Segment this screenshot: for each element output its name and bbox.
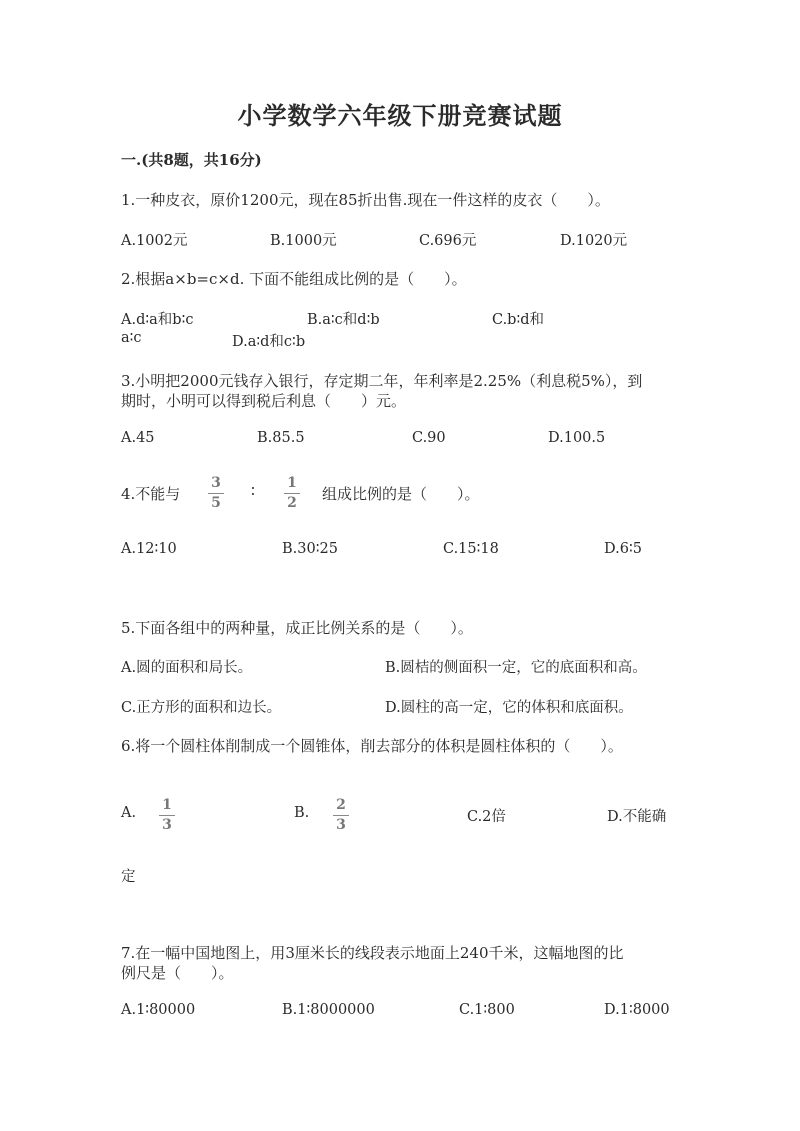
q2-option-a: A.d∶a和b∶c	[121, 312, 194, 328]
q5-option-d: D.圆柱的高一定，它的体积和底面积。	[385, 700, 633, 716]
q6-option-b-label: B.	[294, 805, 310, 821]
q4-fraction-3-5	[206, 476, 226, 511]
q4-fraction-1-2	[282, 476, 302, 511]
q1-option-a: A.1002元	[121, 233, 188, 249]
fraction-numerator: 2	[336, 797, 346, 813]
q5-option-c: C.正方形的面积和边长。	[121, 700, 282, 716]
page-title: 小学数学六年级下册竞赛试题	[237, 101, 563, 130]
fraction-denominator: 5	[211, 495, 221, 511]
question-1-stem: 1.一种皮衣，原价1200元，现在85折出售.现在一件这样的皮衣（ ）。	[121, 191, 610, 209]
q2-option-b: B.a∶c和d∶b	[307, 312, 380, 328]
fraction-denominator: 3	[336, 817, 346, 833]
q6-option-d: D.不能确	[607, 809, 667, 825]
q1-option-c: C.696元	[419, 233, 477, 249]
q4-option-c: C.15∶18	[443, 541, 499, 557]
q3-option-b: B.85.5	[257, 430, 305, 446]
fraction-denominator: 2	[287, 495, 297, 511]
q6-option-d-continued: 定	[121, 869, 136, 885]
fraction-bar	[333, 815, 349, 816]
q4-ratio-colon: ∶	[251, 482, 255, 500]
question-3-stem-line2: 期时，小明可以得到税后利息（ ）元。	[121, 392, 407, 410]
fraction-denominator: 3	[162, 817, 172, 833]
q6-option-b-fraction	[331, 798, 351, 833]
q1-option-d: D.1020元	[560, 233, 628, 249]
q3-option-c: C.90	[412, 430, 446, 446]
q2-option-c-continued: a∶c	[121, 330, 142, 346]
q7-option-d: D.1∶8000	[604, 1002, 670, 1018]
section-header: 一.(共8题，共16分)	[121, 151, 262, 169]
q6-option-a-fraction	[157, 798, 177, 833]
q5-option-b: B.圆桔的侧面积一定，它的底面积和高。	[385, 660, 647, 676]
fraction-bar	[159, 815, 175, 816]
q6-option-c: C.2倍	[467, 809, 506, 825]
q5-option-a: A.圆的面积和局长。	[121, 660, 253, 676]
q6-option-a-label: A.	[121, 805, 137, 821]
q7-option-a: A.1∶80000	[121, 1002, 196, 1018]
q2-option-d: D.a∶d和c∶b	[232, 334, 306, 350]
q7-option-c: C.1∶800	[459, 1002, 515, 1018]
q7-option-b: B.1∶8000000	[282, 1002, 375, 1018]
question-4-stem-suffix: 组成比例的是（ ）。	[322, 485, 480, 503]
fraction-numerator: 1	[287, 475, 297, 491]
fraction-bar	[208, 493, 224, 494]
fraction-numerator: 1	[162, 797, 172, 813]
q3-option-a: A.45	[121, 430, 155, 446]
question-4-stem-prefix: 4.不能与	[121, 485, 181, 503]
question-3-stem-line1: 3.小明把2000元钱存入银行，存定期二年，年利率是2.25%（利息税5%），到	[121, 372, 643, 390]
question-7-stem-line2: 例尺是（ ）。	[121, 964, 234, 982]
question-6-stem: 6.将一个圆柱体削制成一个圆锥体，削去部分的体积是圆柱体积的（ ）。	[121, 737, 623, 755]
q4-option-b: B.30∶25	[282, 541, 338, 557]
q2-option-c: C.b∶d和	[492, 312, 545, 328]
q4-option-d: D.6∶5	[604, 541, 642, 557]
q1-option-b: B.1000元	[270, 233, 337, 249]
fraction-numerator: 3	[211, 475, 221, 491]
fraction-bar	[284, 493, 300, 494]
question-5-stem: 5.下面各组中的两种量，成正比例关系的是（ ）。	[121, 619, 473, 637]
q4-option-a: A.12∶10	[121, 541, 177, 557]
question-2-stem: 2.根据a×b=c×d. 下面不能组成比例的是（ ）。	[121, 270, 467, 288]
q3-option-d: D.100.5	[548, 430, 606, 446]
question-7-stem-line1: 7.在一幅中国地图上，用3厘米长的线段表示地面上240千米，这幅地图的比	[121, 944, 624, 962]
